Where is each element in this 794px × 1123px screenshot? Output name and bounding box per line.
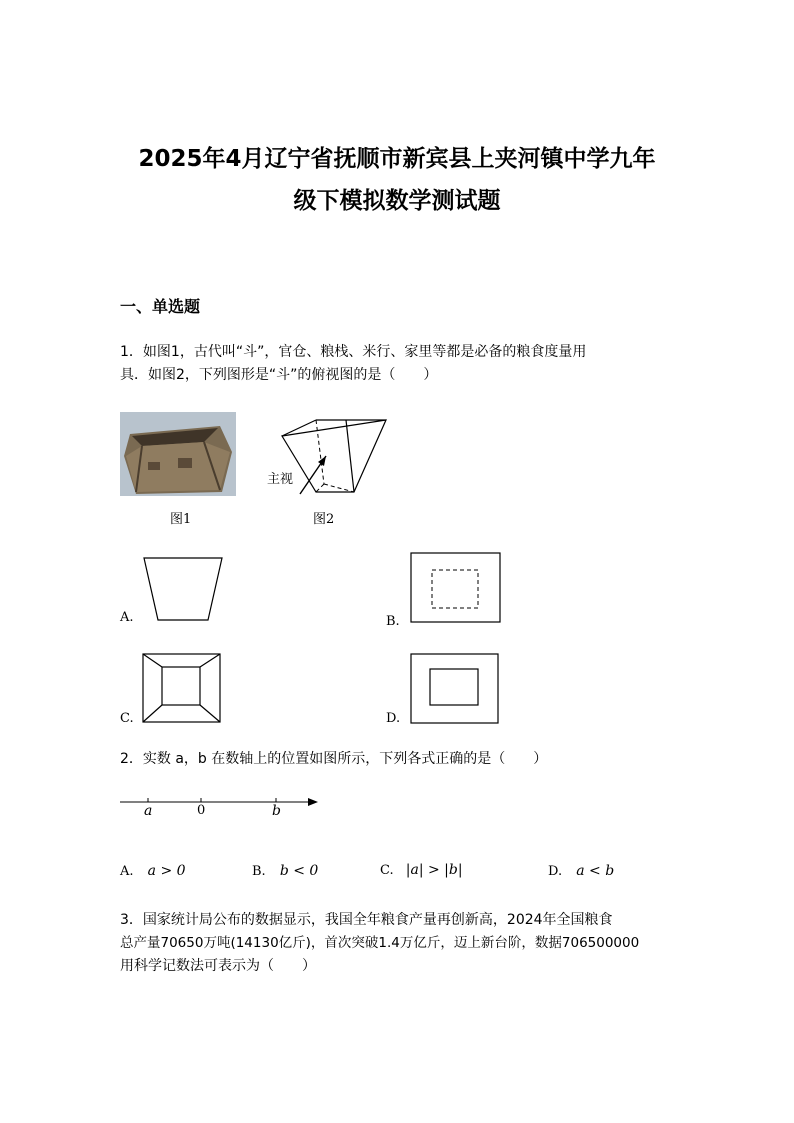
page-title <box>0 138 794 222</box>
q2-option-b-expr: b < 0 <box>279 863 319 879</box>
q2-option-a <box>120 863 186 879</box>
q2-option-b <box>252 863 318 879</box>
figure-1-caption: 图1 <box>170 512 192 527</box>
option-d-label: D. <box>386 711 401 726</box>
option-b-label: B. <box>386 614 400 629</box>
question-1-line-1: 1．如图1，古代叫“斗”，官仓、粮栈、米行、家里等都是必备的粮食度量用 <box>120 344 587 360</box>
axis-label-zero: 0 <box>197 803 206 818</box>
axis-label-b: b <box>272 803 281 819</box>
question-1-line-2: 具．如图2，下列图形是“斗”的俯视图的是（ ） <box>120 367 438 383</box>
section-heading: 一、单选题 <box>120 297 201 316</box>
option-a-figure <box>142 556 226 624</box>
figure-2-label: 主视 <box>267 472 294 487</box>
option-a-label: A. <box>120 610 134 625</box>
option-c-figure <box>142 653 222 725</box>
q2-option-d-label: D. <box>548 864 563 879</box>
q2-option-d <box>548 863 614 879</box>
q2-option-a-label: A. <box>120 864 134 879</box>
figure-1-photo <box>120 412 236 496</box>
option-d-figure <box>410 653 502 725</box>
q2-option-c-expr: |a| > |b| <box>405 862 463 878</box>
question-3-line-1: 3．国家统计局公布的数据显示，我国全年粮食产量再创新高，2024年全国粮食 <box>120 912 613 928</box>
title-line-1: 2025年4月辽宁省抚顺市新宾县上夹河镇中学九年 <box>138 146 656 172</box>
question-2-text: 2．实数 a，b 在数轴上的位置如图所示，下列各式正确的是（ ） <box>120 751 548 767</box>
figure-2-caption: 图2 <box>313 512 335 527</box>
question-3-line-2: 总产量70650万吨(14130亿斤)，首次突破1.4万亿斤，迈上新台阶，数据706500000 <box>120 935 640 951</box>
question-1-text <box>120 341 680 387</box>
axis-label-a: a <box>144 803 153 819</box>
option-b-figure <box>410 552 502 624</box>
q2-option-d-expr: a < b <box>576 863 615 879</box>
q2-option-b-label: B. <box>252 864 266 879</box>
q2-option-a-expr: a > 0 <box>147 863 186 879</box>
option-c-label: C. <box>120 711 134 726</box>
question-3-line-3: 用科学记数法可表示为（ ） <box>120 958 316 974</box>
question-3-text <box>120 909 680 978</box>
q2-option-c-label: C. <box>380 863 394 878</box>
title-line-2: 级下模拟数学测试题 <box>293 188 501 214</box>
q2-option-c <box>380 862 463 878</box>
